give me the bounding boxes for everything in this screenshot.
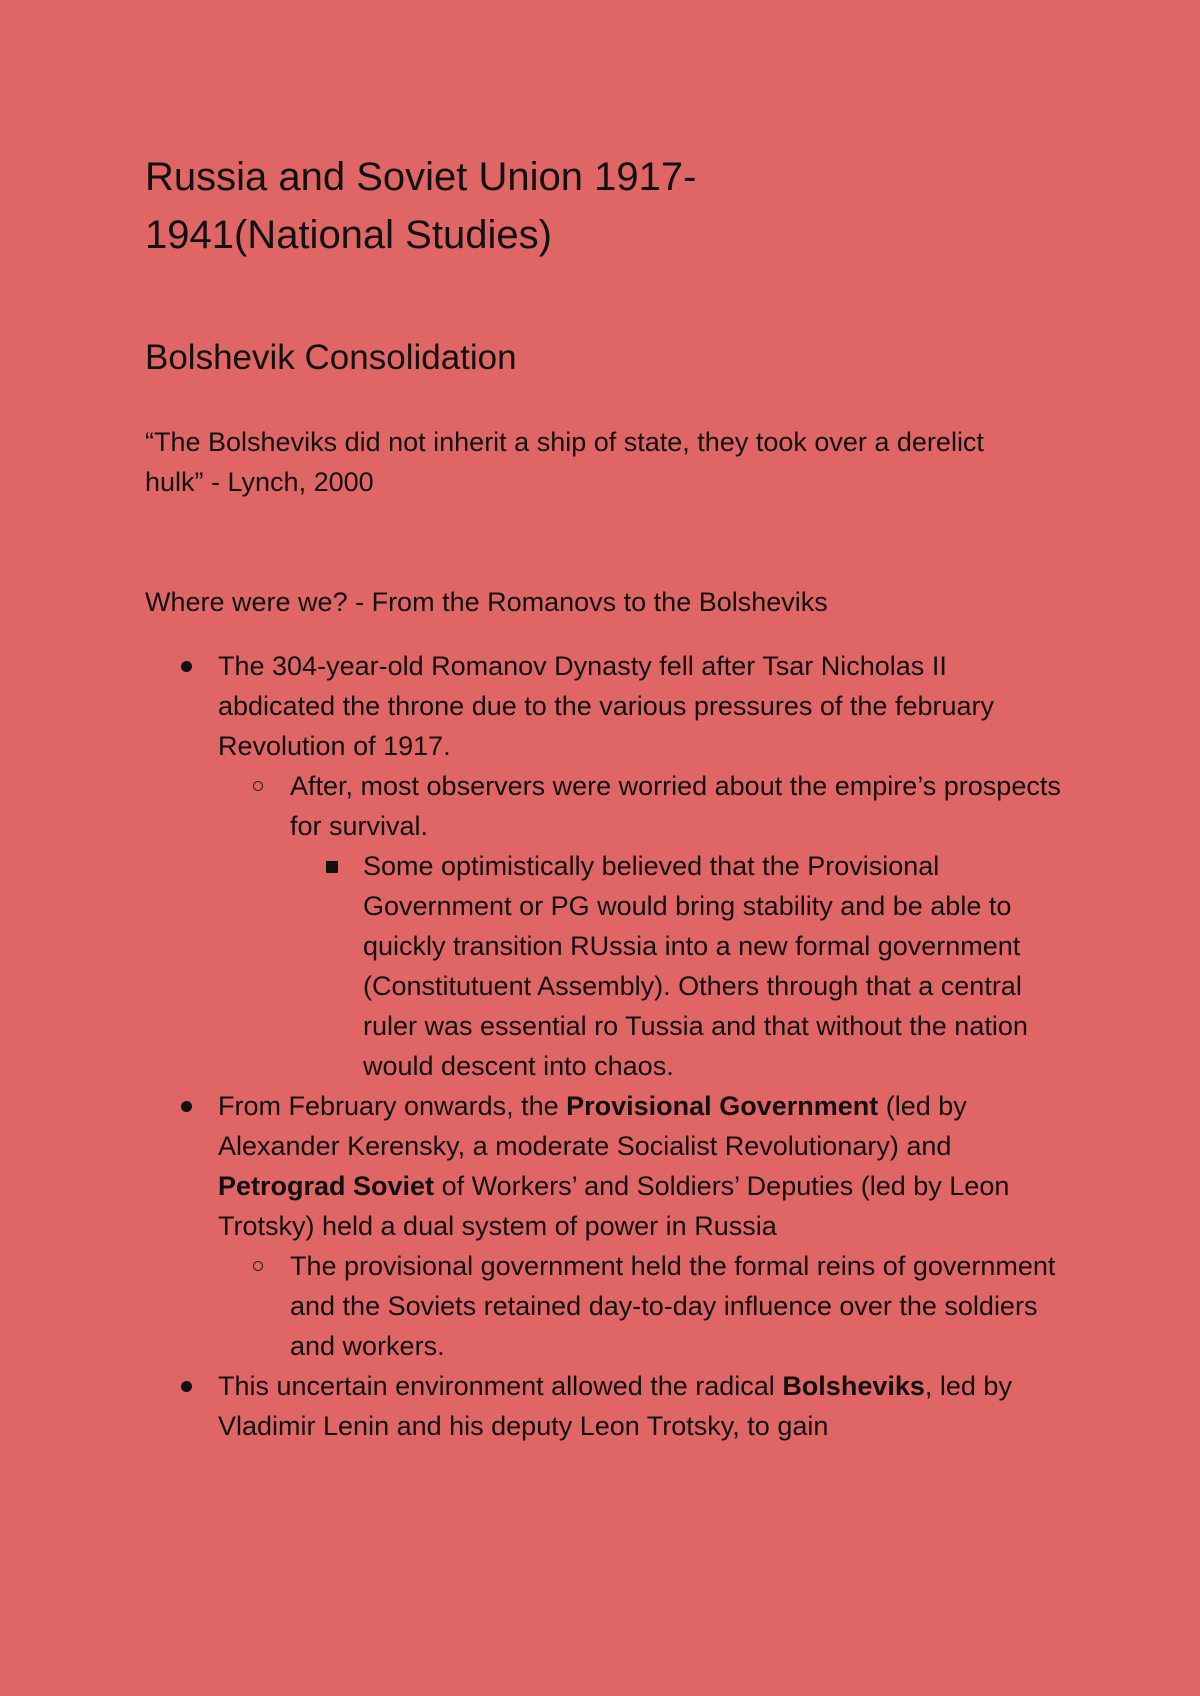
bullet-circle-icon [253,781,263,791]
lynch-quote: “The Bolsheviks did not inherit a ship of state, they took over a derelict hulk” - Lynch, 2000 [145,427,984,497]
section-subtitle: Bolshevik Consolidation [145,338,517,377]
list-item [145,1366,1065,1446]
bold-term-provisional-government: Provisional Government [566,1091,879,1121]
document-page [145,148,1065,1446]
bullet-dot-icon [181,661,192,672]
bullet-circle-icon [253,1261,263,1271]
list-item-text [218,1366,1065,1446]
bullet-dot-icon [181,1101,192,1112]
list-item [145,1246,1065,1366]
list-item-text: The provisional government held the formal reins of government and the Soviets retained day-to-day influence over the soldiers and workers. [290,1251,1056,1361]
bullet-square-icon [326,861,338,873]
text-run: of Workers’ and Soldiers’ Deputies (led by Leon Trotsky) held a dual system of power in Russia [218,1171,1010,1241]
list-item [145,766,1065,846]
list-item-text [218,1086,1065,1246]
text-run: This uncertain environment allowed the radical [218,1371,783,1401]
list-item-text: The 304-year-old Romanov Dynasty fell after Tsar Nicholas II abdicated the throne due to the various pressures of the february Revolution of 1917. [218,651,994,761]
list-item [145,646,1065,766]
list-item-text: Some optimistically believed that the Provisional Government or PG would bring stability and be able to quickly transition RUssia into a new formal government (Constitutuent Assembly). Others through that a central ruler was essential ro Tussia and that without the nation would descent into chaos. [363,851,1028,1081]
document-title: Russia and Soviet Union 1917-1941(National Studies) [145,155,697,257]
text-run: (led by Alexander Kerensky, a moderate Socialist Revolutionary) and [218,1091,967,1161]
bold-term-petrograd-soviet: Petrograd Soviet [218,1171,435,1201]
list-item [145,1086,1065,1246]
bullet-list [145,646,1065,1446]
text-run: From February onwards, the [218,1091,567,1121]
text-run: , led by Vladimir Lenin and his deputy Leon Trotsky, to gain [218,1371,1012,1441]
list-item-text: After, most observers were worried about the empire’s prospects for survival. [290,771,1061,841]
section-heading: Where were we? - From the Romanovs to the Bolsheviks [145,587,828,617]
bullet-dot-icon [181,1381,192,1392]
bold-term-bolsheviks: Bolsheviks [782,1371,925,1401]
list-item [145,846,1065,1086]
